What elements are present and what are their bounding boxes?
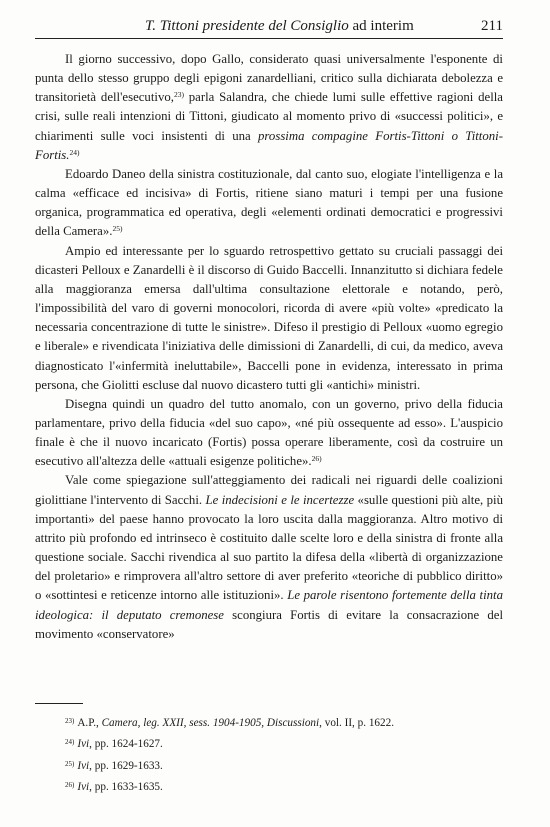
- footnote-italic: Camera, leg. XXII, sess. 1904-1905, Discussioni: [101, 717, 320, 729]
- text-run: Vale come spiegazione sull'atteggiamento dei radicali nei riguardi delle coalizioni giolittiane l'intervento di Sacchi.: [35, 473, 503, 507]
- text-run: «sulle questioni più alte, più importanti» del paese hanno provocato la loro uscita dalla maggioranza. Altro motivo di attrito più profondo ed intrinseco è costituito dalle scelte loro e della sinistra di fronte alla questione sociale. Sacchi rivendica al suo partito la difesa della «libertà di organizzazione del proletario» e rimprovera all'altro settore di aver preferito «teoriche di pubblico diritto» o «sottintesi e reticenze intorno alle istituzioni».: [35, 492, 503, 603]
- footnote-text: , pp. 1633-1635.: [89, 780, 163, 793]
- footnote-text: , vol. II, p. 1622.: [319, 717, 395, 729]
- italic-run: Le indecisioni e le incertezze: [205, 492, 355, 507]
- footnote-text: , pp. 1629-1633.: [89, 759, 163, 772]
- text-run: scongiura Fortis di evitare la consacrazione del movimento «conservatore»: [35, 607, 504, 641]
- page-header: [35, 16, 503, 39]
- footnote-separator: [35, 703, 83, 704]
- footnote-ref: 26): [311, 454, 322, 464]
- footnote: [65, 760, 505, 781]
- footnote-ref: 24): [69, 147, 80, 157]
- text-run: parla Salandra, che chiede lumi sulle effettive ragioni della crisi, sulle reali intenzioni di Tittoni, giudicato al momento privo di «successi politici», e chiarimenti sulle voci insistenti di una: [35, 90, 503, 143]
- footnote: [65, 781, 505, 802]
- footnote: [65, 738, 505, 759]
- footnote-number: 23): [65, 717, 75, 725]
- footnote-ref: 25): [112, 224, 123, 234]
- text-run: Il giorno successivo, dopo Gallo, considerato quasi universalmente l'esponente di punta dello stesso gruppo degli epigoni zanardelliani, critico sulla dichiarata debolezza e transitorietà dell'esecutivo,: [35, 52, 503, 105]
- paragraph: [35, 50, 503, 165]
- running-title-italic: T. Tittoni presidente del Consiglio: [145, 18, 349, 34]
- text-run: Ampio ed interessante per lo sguardo retrospettivo gettato su cruciali passaggi dei dicasteri Pelloux e Zanardelli è il discorso di Guido Baccelli. Innanzitutto si dichiara fedele alla maggioranza emersa dall'ultima consultazione elettorale e notando, però, l'impossibilità del varo di governi monocolori, ricorda di avere «più volte» «predicato la necessaria concentrazione di tutte le sinistre». Difeso il prestigio di Pelloux «uomo egregio e liberale» e rivendicata l'iniziativa delle dimissioni di Zanardelli, di cui, da medico, aveva diagnosticato l'«infermità ineluttabile», Baccelli pone in evidenza, interessato in prima persona, che Giolitti escluse dal nuovo dicastero tutti gli «antichi» ministri.: [35, 243, 503, 392]
- running-title: [145, 18, 414, 35]
- footnote-text: , pp. 1624-1627.: [89, 738, 163, 751]
- text-run: Disegna quindi un quadro del tutto anomalo, con un governo, privo della fiducia parlamentare, privo della fiducia «del suo capo», «né più ossequente ad esso». L'auspicio finale è che il nuovo incaricato (Fortis) possa operare liberamente, così da costruire un esecutivo all'altezza delle «attuali esigenze politiche».: [35, 396, 503, 469]
- footnotes: [65, 717, 505, 802]
- footnote-italic: Ivi: [77, 738, 90, 751]
- footnote-text: A.P.,: [77, 717, 102, 729]
- footnote-italic: Ivi: [77, 759, 90, 772]
- paragraph: [35, 395, 503, 472]
- footnote: [65, 717, 505, 738]
- page-number: 211: [481, 18, 503, 34]
- paragraph: [35, 165, 503, 242]
- paragraph: [35, 471, 503, 643]
- footnote-number: 24): [65, 738, 75, 747]
- italic-run: Le parole risentono fortemente della tinta ideologica: il deputato cremonese: [35, 588, 503, 622]
- running-title-rest: ad interim: [348, 18, 414, 34]
- italic-run: prossima compagine Fortis-Tittoni o Tittoni-Fortis.: [35, 128, 503, 162]
- footnote-number: 26): [65, 780, 75, 789]
- text-run: Edoardo Daneo della sinistra costituzionale, dal canto suo, elogiate l'intelligenza e la calma «efficace ed incisiva» di Fortis, ritiene siano maturi i tempi per una fusione organica, programmatica ed operativa, degli «elementi ordinati democratici e progressivi della Camera».: [35, 166, 503, 239]
- footnote-italic: Ivi: [77, 780, 90, 793]
- footnote-ref: 23): [173, 90, 184, 100]
- footnote-number: 25): [65, 759, 75, 768]
- body-text: [35, 50, 503, 644]
- paragraph: [35, 242, 503, 395]
